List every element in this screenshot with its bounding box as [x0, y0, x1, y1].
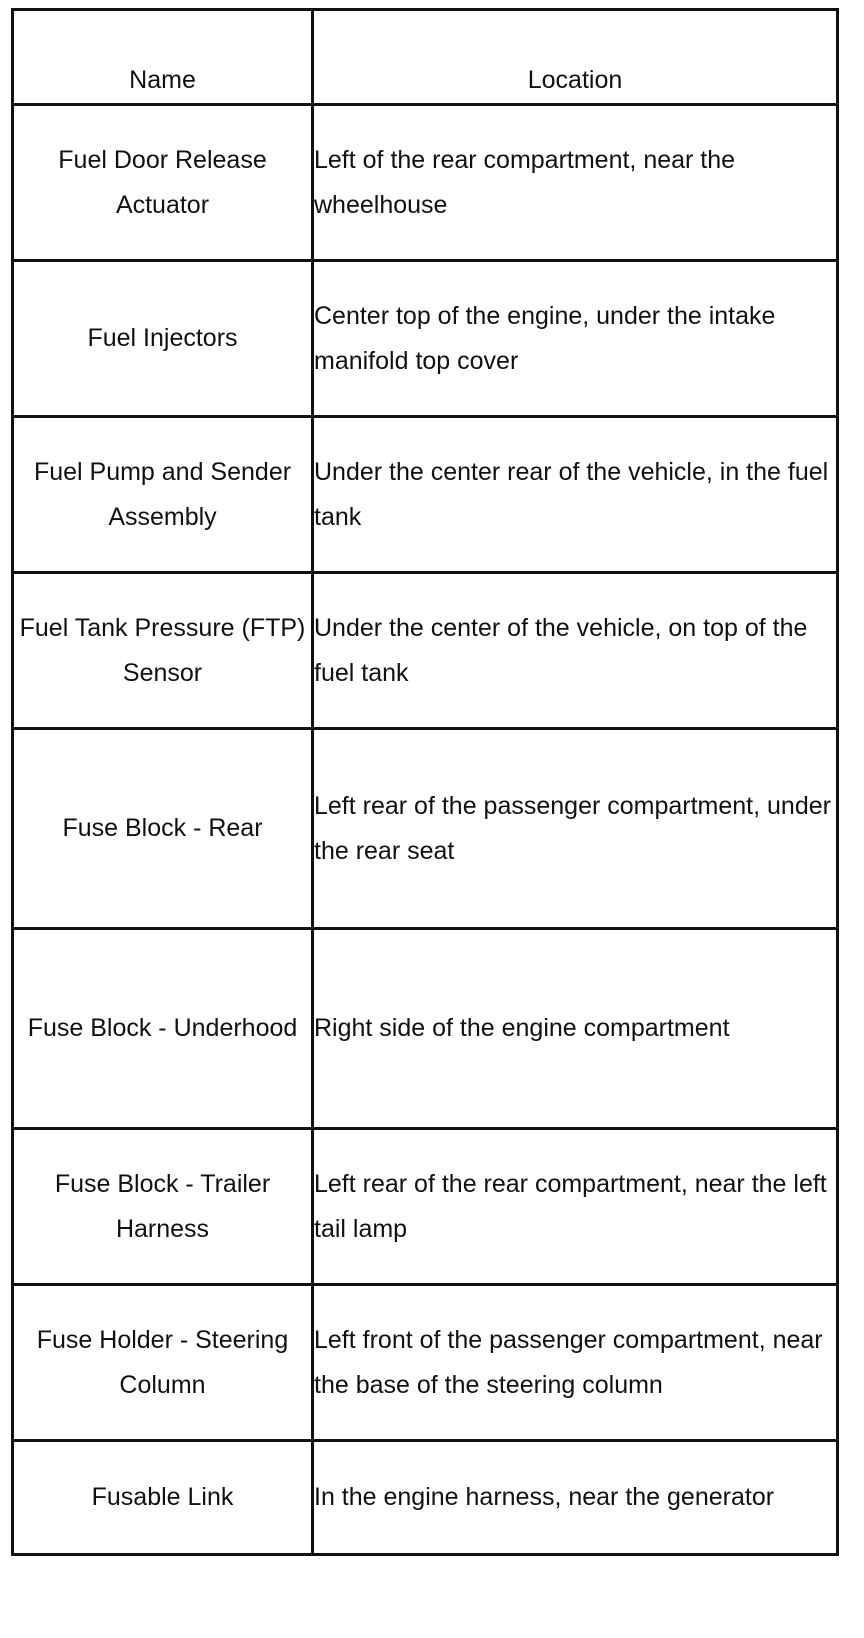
table-row: [13, 573, 838, 729]
column-header-location: Location: [313, 10, 838, 105]
component-name: Fuse Holder - Steering Column: [13, 1285, 313, 1441]
table-row: [13, 929, 838, 1129]
component-name: Fuel Door Release Actuator: [13, 105, 313, 261]
component-name: Fuse Block - Underhood: [13, 929, 313, 1129]
component-location: Center top of the engine, under the intake manifold top cover: [313, 261, 838, 417]
table-row: [13, 1129, 838, 1285]
table-row: [13, 105, 838, 261]
column-header-name: Name: [13, 10, 313, 105]
component-name: Fuel Tank Pressure (FTP) Sensor: [13, 573, 313, 729]
component-name: Fuel Pump and Sender Assembly: [13, 417, 313, 573]
component-name: Fuse Block - Rear: [13, 729, 313, 929]
component-location: Right side of the engine compartment: [313, 929, 838, 1129]
component-location: Under the center of the vehicle, on top of the fuel tank: [313, 573, 838, 729]
component-name: Fusable Link: [13, 1441, 313, 1555]
component-location: Left front of the passenger compartment, near the base of the steering column: [313, 1285, 838, 1441]
component-location: In the engine harness, near the generator: [313, 1441, 838, 1555]
table-row: [13, 417, 838, 573]
component-location: Under the center rear of the vehicle, in the fuel tank: [313, 417, 838, 573]
component-location: Left rear of the rear compartment, near the left tail lamp: [313, 1129, 838, 1285]
table-row: [13, 1285, 838, 1441]
component-name: Fuse Block - Trailer Harness: [13, 1129, 313, 1285]
component-location-table: [11, 8, 839, 1556]
table-row: [13, 261, 838, 417]
table-row: [13, 1441, 838, 1555]
component-name: Fuel Injectors: [13, 261, 313, 417]
component-location: Left of the rear compartment, near the wheelhouse: [313, 105, 838, 261]
table-row: [13, 729, 838, 929]
component-location: Left rear of the passenger compartment, under the rear seat: [313, 729, 838, 929]
header-row: [13, 10, 838, 105]
